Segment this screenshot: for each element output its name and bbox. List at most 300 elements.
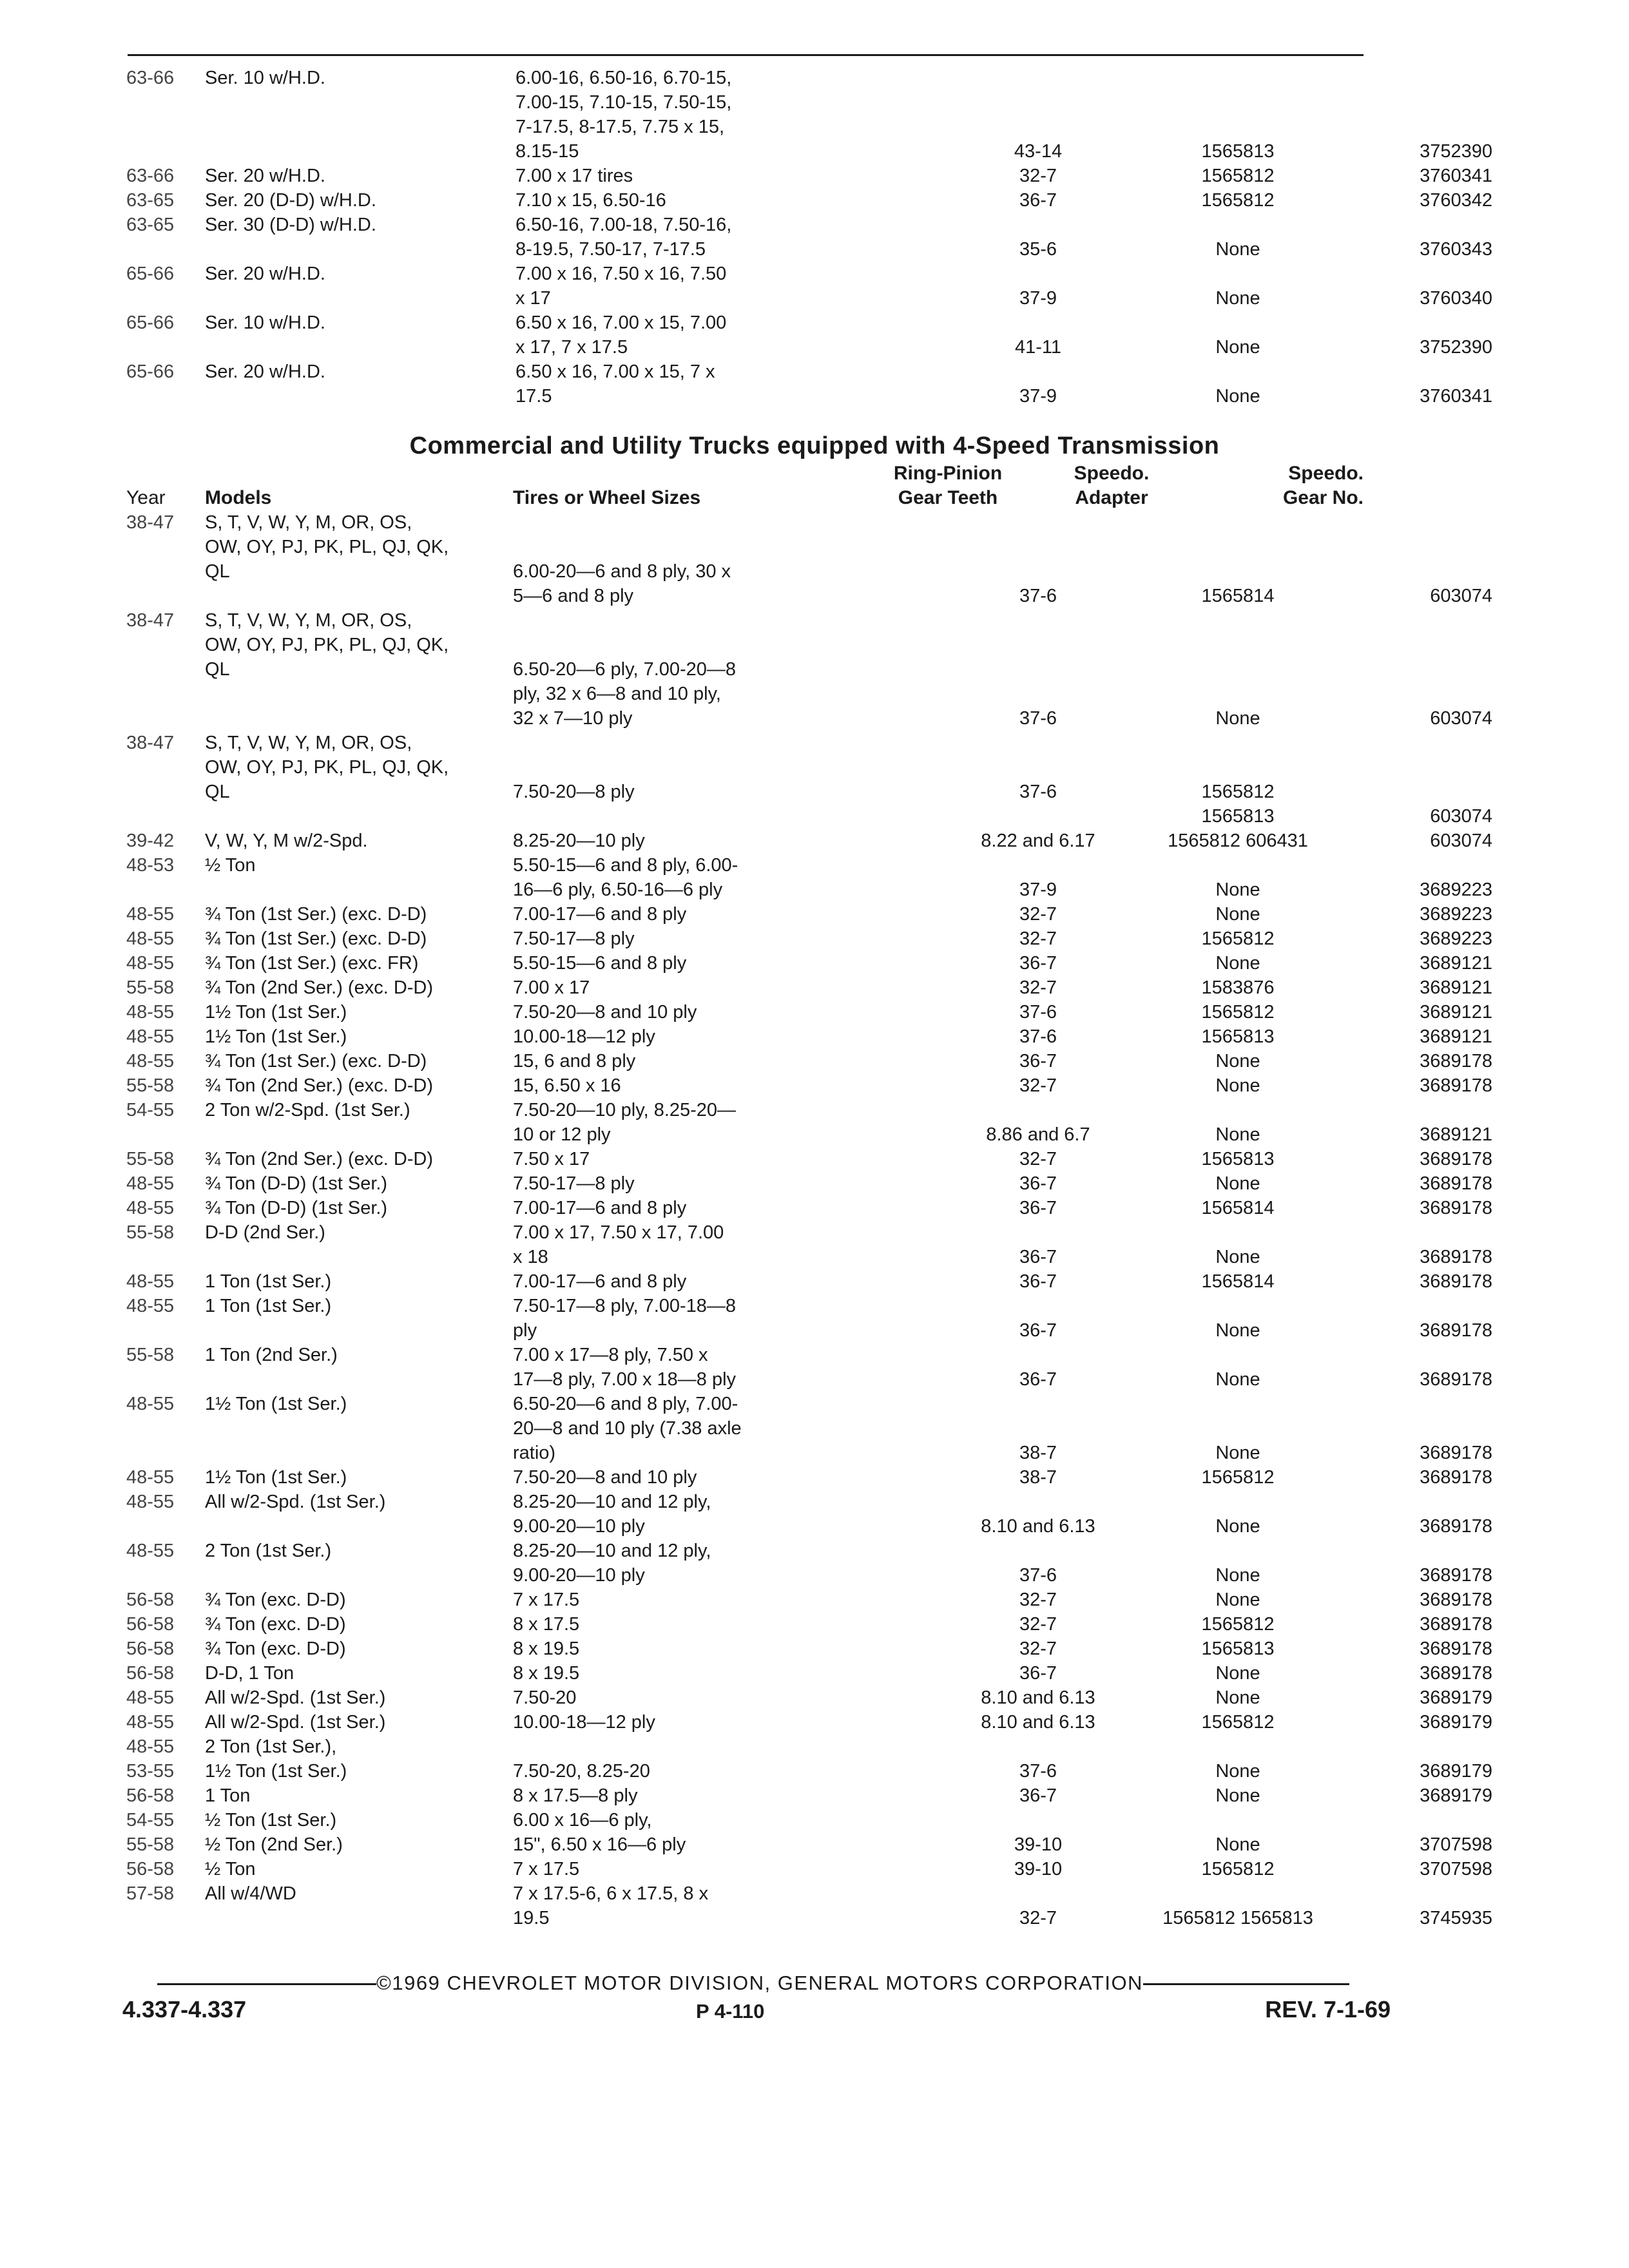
header-gn-2: Gear No. [1282, 487, 1364, 508]
speedo-gear-cell: 3689223 [1420, 904, 1492, 925]
ring-pinion-cell: 36-7 [1019, 1663, 1057, 1684]
model-cell: Ser. 10 w/H.D. [205, 68, 325, 88]
table-row [126, 559, 1370, 584]
tire-size-cell: 7.00-15, 7.10-15, 7.50-15, [516, 92, 732, 113]
table-row [126, 1196, 1492, 1220]
table-row [126, 115, 1370, 139]
speedo-adapter-cell: 1565812 1565813 [1162, 1908, 1313, 1928]
ring-pinion-cell: 32-7 [1019, 1614, 1057, 1635]
speedo-adapter-cell: None [1215, 708, 1260, 729]
tire-size-cell: 9.00-20—10 ply [513, 1516, 645, 1537]
model-cell: ½ Ton [205, 855, 256, 876]
model-cell: ½ Ton (2nd Ser.) [205, 1834, 343, 1855]
table-row [126, 1881, 1370, 1906]
tire-size-cell: 16—6 ply, 6.50-16—6 ply [513, 879, 723, 900]
footer-rule-left [157, 1983, 376, 1985]
year-cell: 65-66 [126, 264, 175, 284]
ring-pinion-cell: 37-6 [1019, 586, 1057, 606]
table-row [126, 682, 1370, 706]
table-row [126, 1686, 1492, 1710]
speedo-gear-cell: 3689121 [1420, 1026, 1492, 1047]
year-cell: 38-47 [126, 733, 175, 753]
tire-size-cell: 7.50-20—8 ply [513, 782, 635, 802]
model-cell: 1 Ton (2nd Ser.) [205, 1345, 338, 1365]
year-cell: 48-55 [126, 1736, 175, 1757]
speedo-adapter-cell: 1565814 [1201, 1198, 1275, 1218]
footer-page-number: P 4-110 [696, 2000, 765, 2023]
ring-pinion-cell: 41-11 [1014, 337, 1062, 358]
tire-size-cell: 7.50-17—8 ply, 7.00-18—8 [513, 1296, 737, 1316]
tire-size-cell: 7.50-17—8 ply [513, 1173, 635, 1194]
table-row [126, 755, 1370, 780]
ring-pinion-cell: 37-9 [1019, 386, 1057, 407]
speedo-adapter-cell: 1565812 [1201, 166, 1275, 186]
speedo-gear-cell: 3689178 [1420, 1614, 1492, 1635]
speedo-adapter-cell: 1565813 [1201, 141, 1275, 162]
year-cell: 55-58 [126, 1222, 175, 1243]
tire-size-cell: 8.15-15 [516, 141, 579, 162]
tire-size-cell: 6.50 x 16, 7.00 x 15, 7 x [516, 361, 715, 382]
year-cell: 56-58 [126, 1663, 175, 1684]
tire-size-cell: 15, 6 and 8 ply [513, 1051, 636, 1072]
speedo-gear-cell: 3689121 [1420, 977, 1492, 998]
header-models: Models [205, 487, 272, 508]
year-cell: 48-55 [126, 1492, 175, 1512]
speedo-gear-cell: 3760342 [1420, 190, 1492, 211]
model-cell: 2 Ton (1st Ser.) [205, 1541, 332, 1561]
ring-pinion-cell: 38-7 [1019, 1467, 1057, 1488]
copyright-line [119, 1972, 1388, 1995]
ring-pinion-cell: 36-7 [1019, 190, 1057, 211]
table-row [126, 780, 1370, 804]
table-row [126, 1612, 1492, 1637]
speedo-adapter-cell: None [1215, 1663, 1260, 1684]
speedo-gear-cell: 3760343 [1420, 239, 1492, 260]
table-row [126, 1637, 1492, 1661]
speedo-adapter-cell: None [1215, 879, 1260, 900]
table-row [126, 1171, 1492, 1196]
ring-pinion-cell: 8.10 and 6.13 [981, 1516, 1095, 1537]
lower-table [126, 510, 1492, 1930]
model-cell: ¾ Ton (exc. D-D) [205, 1614, 346, 1635]
table-row [126, 1808, 1370, 1832]
speedo-adapter-cell: None [1215, 1590, 1260, 1610]
speedo-gear-cell: 3689178 [1420, 1075, 1492, 1096]
year-cell: 48-55 [126, 1051, 175, 1072]
table-row [126, 657, 1370, 682]
year-cell: 63-66 [126, 68, 175, 88]
table-row [126, 1759, 1492, 1783]
tire-size-cell: 10 or 12 ply [513, 1124, 611, 1145]
tire-size-cell: 7.00-17—6 and 8 ply [513, 1271, 687, 1292]
tire-size-cell: 8 x 19.5 [513, 1663, 580, 1684]
table-row [126, 927, 1492, 951]
table-row [126, 1098, 1370, 1122]
ring-pinion-cell: 35-6 [1019, 239, 1057, 260]
tire-size-cell: 6.50-20—6 ply, 7.00-20—8 [513, 659, 737, 680]
tire-size-cell: x 18 [513, 1247, 548, 1267]
speedo-adapter-cell: None [1215, 1565, 1260, 1586]
table-row [126, 510, 1370, 535]
model-cell: ¾ Ton (exc. D-D) [205, 1639, 346, 1659]
speedo-gear-cell: 3689178 [1420, 1149, 1492, 1169]
ring-pinion-cell: 38-7 [1019, 1443, 1057, 1463]
tire-size-cell: 15", 6.50 x 16—6 ply [513, 1834, 686, 1855]
tire-size-cell: 6.50 x 16, 7.00 x 15, 7.00 [516, 312, 727, 333]
speedo-gear-cell: 3689178 [1420, 1271, 1492, 1292]
speedo-adapter-cell: 1565813 [1201, 1149, 1275, 1169]
model-cell: 1½ Ton (1st Ser.) [205, 1467, 347, 1488]
table-row [126, 1049, 1492, 1073]
speedo-adapter-cell: None [1215, 1247, 1260, 1267]
speedo-gear-cell: 3689178 [1420, 1051, 1492, 1072]
speedo-gear-cell: 3760340 [1420, 288, 1492, 309]
header-rp-2: Gear Teeth [898, 487, 998, 508]
speedo-gear-cell: 603074 [1430, 708, 1492, 729]
tire-size-cell: 7.50 x 17 [513, 1149, 590, 1169]
speedo-gear-cell: 3689223 [1420, 879, 1492, 900]
year-cell: 56-58 [126, 1614, 175, 1635]
year-cell: 39-42 [126, 831, 175, 851]
year-cell: 55-58 [126, 977, 175, 998]
speedo-adapter-cell: None [1215, 953, 1260, 974]
speedo-gear-cell: 3689178 [1420, 1369, 1492, 1390]
year-cell: 48-55 [126, 1271, 175, 1292]
tire-size-cell: ply [513, 1320, 537, 1341]
speedo-adapter-cell: None [1215, 337, 1260, 358]
model-cell: ¾ Ton (1st Ser.) (exc. D-D) [205, 904, 427, 925]
model-cell: ¾ Ton (2nd Ser.) (exc. D-D) [205, 977, 434, 998]
speedo-gear-cell: 3752390 [1420, 337, 1492, 358]
tire-size-cell: 6.50-16, 7.00-18, 7.50-16, [516, 215, 732, 235]
model-cell: ¾ Ton (D-D) (1st Ser.) [205, 1198, 388, 1218]
speedo-adapter-cell: 1565812 [1201, 1002, 1275, 1023]
year-cell: 54-55 [126, 1810, 175, 1831]
year-cell: 53-55 [126, 1761, 175, 1782]
tire-size-cell: 7.00 x 17 [513, 977, 590, 998]
model-cell: All w/4/WD [205, 1883, 296, 1904]
tire-size-cell: x 17 [516, 288, 551, 309]
year-cell: 63-65 [126, 215, 175, 235]
tire-size-cell: 7-17.5, 8-17.5, 7.75 x 15, [516, 117, 725, 137]
tire-size-cell: 6.00 x 16—6 ply, [513, 1810, 652, 1831]
year-cell: 48-55 [126, 953, 175, 974]
speedo-adapter-cell: None [1215, 239, 1260, 260]
year-cell: 38-47 [126, 610, 175, 631]
tire-size-cell: 7 x 17.5 [513, 1859, 580, 1879]
ring-pinion-cell: 32-7 [1019, 1639, 1057, 1659]
tire-size-cell: 5.50-15—6 and 8 ply [513, 953, 687, 974]
section-title: Commercial and Utility Trucks equipped with 4-Speed Transmission [409, 432, 1220, 459]
tire-size-cell: 7.50-17—8 ply [513, 928, 635, 949]
tire-size-cell: 7.00 x 17 tires [516, 166, 633, 186]
speedo-adapter-cell: 1565813 [1201, 806, 1275, 827]
table-row [126, 1073, 1492, 1098]
footer-revision: REV. 7-1-69 [1265, 1996, 1391, 2023]
model-cell: OW, OY, PJ, PK, PL, QJ, QK, [205, 635, 449, 655]
speedo-adapter-cell: None [1215, 904, 1260, 925]
table-row [126, 1024, 1492, 1049]
model-cell: 1½ Ton (1st Ser.) [205, 1394, 347, 1414]
ring-pinion-cell: 8.10 and 6.13 [981, 1687, 1095, 1708]
year-cell: 55-58 [126, 1345, 175, 1365]
table-row [126, 384, 1492, 408]
table-row [126, 1269, 1492, 1294]
table-row [126, 1588, 1492, 1612]
ring-pinion-cell: 37-6 [1019, 782, 1057, 802]
tire-size-cell: 7.50-20—8 and 10 ply [513, 1467, 697, 1488]
table-row [126, 633, 1370, 657]
tire-size-cell: 19.5 [513, 1908, 550, 1928]
speedo-gear-cell: 603074 [1430, 806, 1492, 827]
model-cell: ½ Ton (1st Ser.) [205, 1810, 337, 1831]
speedo-adapter-cell: 1565812 [1201, 928, 1275, 949]
speedo-gear-cell: 3760341 [1420, 386, 1492, 407]
speedo-gear-cell: 3689178 [1420, 1247, 1492, 1267]
speedo-adapter-cell: None [1215, 1834, 1260, 1855]
speedo-gear-cell: 3689178 [1420, 1320, 1492, 1341]
year-cell: 56-58 [126, 1639, 175, 1659]
tire-size-cell: 7.00 x 16, 7.50 x 16, 7.50 [516, 264, 727, 284]
table-row [126, 1514, 1492, 1539]
table-row [126, 1832, 1492, 1857]
ring-pinion-cell: 37-6 [1019, 1002, 1057, 1023]
speedo-adapter-cell: None [1215, 1516, 1260, 1537]
model-cell: D-D (2nd Ser.) [205, 1222, 325, 1243]
table-row [126, 878, 1492, 902]
model-cell: 1½ Ton (1st Ser.) [205, 1026, 347, 1047]
ring-pinion-cell: 32-7 [1019, 928, 1057, 949]
speedo-gear-cell: 3760341 [1420, 166, 1492, 186]
model-cell: Ser. 20 w/H.D. [205, 361, 325, 382]
ring-pinion-cell: 43-14 [1014, 141, 1063, 162]
year-cell: 48-55 [126, 1026, 175, 1047]
speedo-adapter-cell: 1565813 [1201, 1639, 1275, 1659]
tire-size-cell: ply, 32 x 6—8 and 10 ply, [513, 684, 721, 704]
speedo-adapter-cell: 1565812 [1201, 1712, 1275, 1733]
tire-size-cell: x 17, 7 x 17.5 [516, 337, 628, 358]
ring-pinion-cell: 36-7 [1019, 1369, 1057, 1390]
speedo-gear-cell: 3707598 [1420, 1859, 1492, 1879]
model-cell: QL [205, 561, 230, 582]
speedo-gear-cell: 3689223 [1420, 928, 1492, 949]
header-tires: Tires or Wheel Sizes [513, 487, 701, 508]
speedo-gear-cell: 3689121 [1420, 953, 1492, 974]
table-row [126, 213, 1370, 237]
year-cell: 65-66 [126, 361, 175, 382]
table-row [126, 1441, 1492, 1465]
year-cell: 56-58 [126, 1859, 175, 1879]
speedo-gear-cell: 3689178 [1420, 1443, 1492, 1463]
model-cell: ½ Ton [205, 1859, 256, 1879]
table-row [126, 1318, 1492, 1343]
year-cell: 65-66 [126, 312, 175, 333]
model-cell: Ser. 20 w/H.D. [205, 264, 325, 284]
tire-size-cell: 17—8 ply, 7.00 x 18—8 ply [513, 1369, 737, 1390]
copyright: ©1969 CHEVROLET MOTOR DIVISION, GENERAL MOTORS CORPORATION [376, 1972, 1143, 1994]
speedo-adapter-cell: None [1215, 1051, 1260, 1072]
model-cell: D-D, 1 Ton [205, 1663, 294, 1684]
model-cell: 2 Ton w/2-Spd. (1st Ser.) [205, 1100, 410, 1120]
speedo-gear-cell: 3689178 [1420, 1516, 1492, 1537]
table-row [126, 311, 1370, 335]
model-cell: OW, OY, PJ, PK, PL, QJ, QK, [205, 537, 449, 557]
ring-pinion-cell: 37-6 [1019, 708, 1057, 729]
table-row [126, 1783, 1492, 1808]
speedo-gear-cell: 3689178 [1420, 1663, 1492, 1684]
table-row [126, 853, 1370, 878]
table-row [126, 1906, 1492, 1930]
model-cell: S, T, V, W, Y, M, OR, OS, [205, 610, 412, 631]
table-row [126, 1563, 1492, 1588]
speedo-adapter-cell: None [1215, 386, 1260, 407]
ring-pinion-cell: 39-10 [1014, 1834, 1063, 1855]
footer-left-code: 4.337-4.337 [122, 1996, 247, 2023]
speedo-adapter-cell: None [1215, 1785, 1260, 1806]
year-cell: 48-55 [126, 904, 175, 925]
year-cell: 48-55 [126, 1002, 175, 1023]
model-cell: 1½ Ton (1st Ser.) [205, 1761, 347, 1782]
speedo-adapter-cell: None [1215, 1124, 1260, 1145]
speedo-adapter-cell: 1565812 [1201, 1467, 1275, 1488]
top-rule [128, 54, 1364, 56]
ring-pinion-cell: 8.22 and 6.17 [981, 831, 1095, 851]
table-row [126, 1490, 1370, 1514]
model-cell: All w/2-Spd. (1st Ser.) [205, 1687, 386, 1708]
table-row [126, 1735, 1370, 1759]
speedo-adapter-cell: None [1215, 1443, 1260, 1463]
model-cell: ¾ Ton (D-D) (1st Ser.) [205, 1173, 388, 1194]
ring-pinion-cell: 36-7 [1019, 1247, 1057, 1267]
speedo-adapter-cell: 1565813 [1201, 1026, 1275, 1047]
year-cell: 48-55 [126, 1467, 175, 1488]
tire-size-cell: 17.5 [516, 386, 552, 407]
year-cell: 48-55 [126, 1541, 175, 1561]
speedo-adapter-cell: None [1215, 1761, 1260, 1782]
year-cell: 48-55 [126, 1296, 175, 1316]
year-cell: 55-58 [126, 1149, 175, 1169]
model-cell: ¾ Ton (2nd Ser.) (exc. D-D) [205, 1075, 434, 1096]
model-cell: 2 Ton (1st Ser.), [205, 1736, 337, 1757]
year-cell: 48-55 [126, 1687, 175, 1708]
table-row [126, 139, 1492, 164]
ring-pinion-cell: 36-7 [1019, 1051, 1057, 1072]
tire-size-cell: 6.00-16, 6.50-16, 6.70-15, [516, 68, 732, 88]
tire-size-cell: 8 x 17.5—8 ply [513, 1785, 638, 1806]
model-cell: ¾ Ton (2nd Ser.) (exc. D-D) [205, 1149, 434, 1169]
table-row [126, 804, 1492, 829]
table-row [126, 1465, 1492, 1490]
model-cell: ¾ Ton (1st Ser.) (exc. D-D) [205, 928, 427, 949]
table-row [126, 1857, 1492, 1881]
model-cell: QL [205, 659, 230, 680]
ring-pinion-cell: 8.86 and 6.7 [986, 1124, 1090, 1145]
tire-size-cell: 7.50-20—8 and 10 ply [513, 1002, 697, 1023]
year-cell: 55-58 [126, 1834, 175, 1855]
speedo-gear-cell: 603074 [1430, 586, 1492, 606]
tire-size-cell: 7 x 17.5-6, 6 x 17.5, 8 x [513, 1883, 709, 1904]
speedo-gear-cell: 3689179 [1420, 1761, 1492, 1782]
header-year: Year [126, 487, 166, 508]
table-row [126, 237, 1492, 262]
year-cell: 48-55 [126, 1173, 175, 1194]
year-cell: 48-55 [126, 1198, 175, 1218]
upper-table [126, 66, 1492, 408]
ring-pinion-cell: 36-7 [1019, 1785, 1057, 1806]
tire-size-cell: 10.00-18—12 ply [513, 1712, 655, 1733]
speedo-gear-cell: 3689121 [1420, 1124, 1492, 1145]
table-row [126, 951, 1492, 975]
table-row [126, 975, 1492, 1000]
table-row [126, 66, 1370, 90]
speedo-gear-cell: 3689178 [1420, 1639, 1492, 1659]
ring-pinion-cell: 37-9 [1019, 288, 1057, 309]
table-row [126, 608, 1370, 633]
model-cell: 1 Ton (1st Ser.) [205, 1296, 332, 1316]
year-cell: 55-58 [126, 1075, 175, 1096]
tire-size-cell: 7.00 x 17, 7.50 x 17, 7.00 [513, 1222, 724, 1243]
tire-size-cell: 7.50-20 [513, 1687, 577, 1708]
model-cell: ¾ Ton (1st Ser.) (exc. FR) [205, 953, 419, 974]
year-cell: 48-55 [126, 1712, 175, 1733]
tire-size-cell: 15, 6.50 x 16 [513, 1075, 621, 1096]
speedo-gear-cell: 3689121 [1420, 1002, 1492, 1023]
tire-size-cell: 7.00-17—6 and 8 ply [513, 904, 687, 925]
ring-pinion-cell: 32-7 [1019, 977, 1057, 998]
table-row [126, 335, 1492, 360]
table-row [126, 1245, 1492, 1269]
tire-size-cell: 7.50-20—10 ply, 8.25-20— [513, 1100, 737, 1120]
year-cell: 63-65 [126, 190, 175, 211]
ring-pinion-cell: 39-10 [1014, 1859, 1063, 1879]
model-cell: ¾ Ton (1st Ser.) (exc. D-D) [205, 1051, 427, 1072]
year-cell: 56-58 [126, 1590, 175, 1610]
speedo-adapter-cell: 1565812 [1201, 1614, 1275, 1635]
table-row [126, 1343, 1370, 1367]
model-cell: Ser. 10 w/H.D. [205, 312, 325, 333]
model-cell: OW, OY, PJ, PK, PL, QJ, QK, [205, 757, 449, 778]
speedo-adapter-cell: None [1215, 1369, 1260, 1390]
model-cell: All w/2-Spd. (1st Ser.) [205, 1712, 386, 1733]
table-row [126, 731, 1370, 755]
speedo-gear-cell: 3689179 [1420, 1785, 1492, 1806]
ring-pinion-cell: 36-7 [1019, 1271, 1057, 1292]
table-row [126, 286, 1492, 311]
ring-pinion-cell: 37-6 [1019, 1565, 1057, 1586]
table-row [126, 706, 1492, 731]
speedo-gear-cell: 3745935 [1420, 1908, 1492, 1928]
tire-size-cell: 8 x 17.5 [513, 1614, 580, 1635]
model-cell: QL [205, 782, 230, 802]
year-cell: 48-55 [126, 1394, 175, 1414]
tire-size-cell: 7.50-20, 8.25-20 [513, 1761, 650, 1782]
table-row [126, 1661, 1492, 1686]
model-cell: All w/2-Spd. (1st Ser.) [205, 1492, 386, 1512]
speedo-gear-cell: 3689179 [1420, 1712, 1492, 1733]
model-cell: Ser. 20 (D-D) w/H.D. [205, 190, 376, 211]
tire-size-cell: 7.10 x 15, 6.50-16 [516, 190, 666, 211]
tire-size-cell: 6.00-20—6 and 8 ply, 30 x [513, 561, 731, 582]
header-ad-2: Adapter [1075, 487, 1148, 508]
speedo-gear-cell: 603074 [1430, 831, 1492, 851]
table-row [126, 188, 1492, 213]
header-gn-1: Speedo. [1288, 463, 1364, 484]
model-cell: V, W, Y, M w/2-Spd. [205, 831, 368, 851]
ring-pinion-cell: 32-7 [1019, 1149, 1057, 1169]
table-row [126, 1392, 1370, 1416]
tire-size-cell: 8 x 19.5 [513, 1639, 580, 1659]
ring-pinion-cell: 37-6 [1019, 1026, 1057, 1047]
